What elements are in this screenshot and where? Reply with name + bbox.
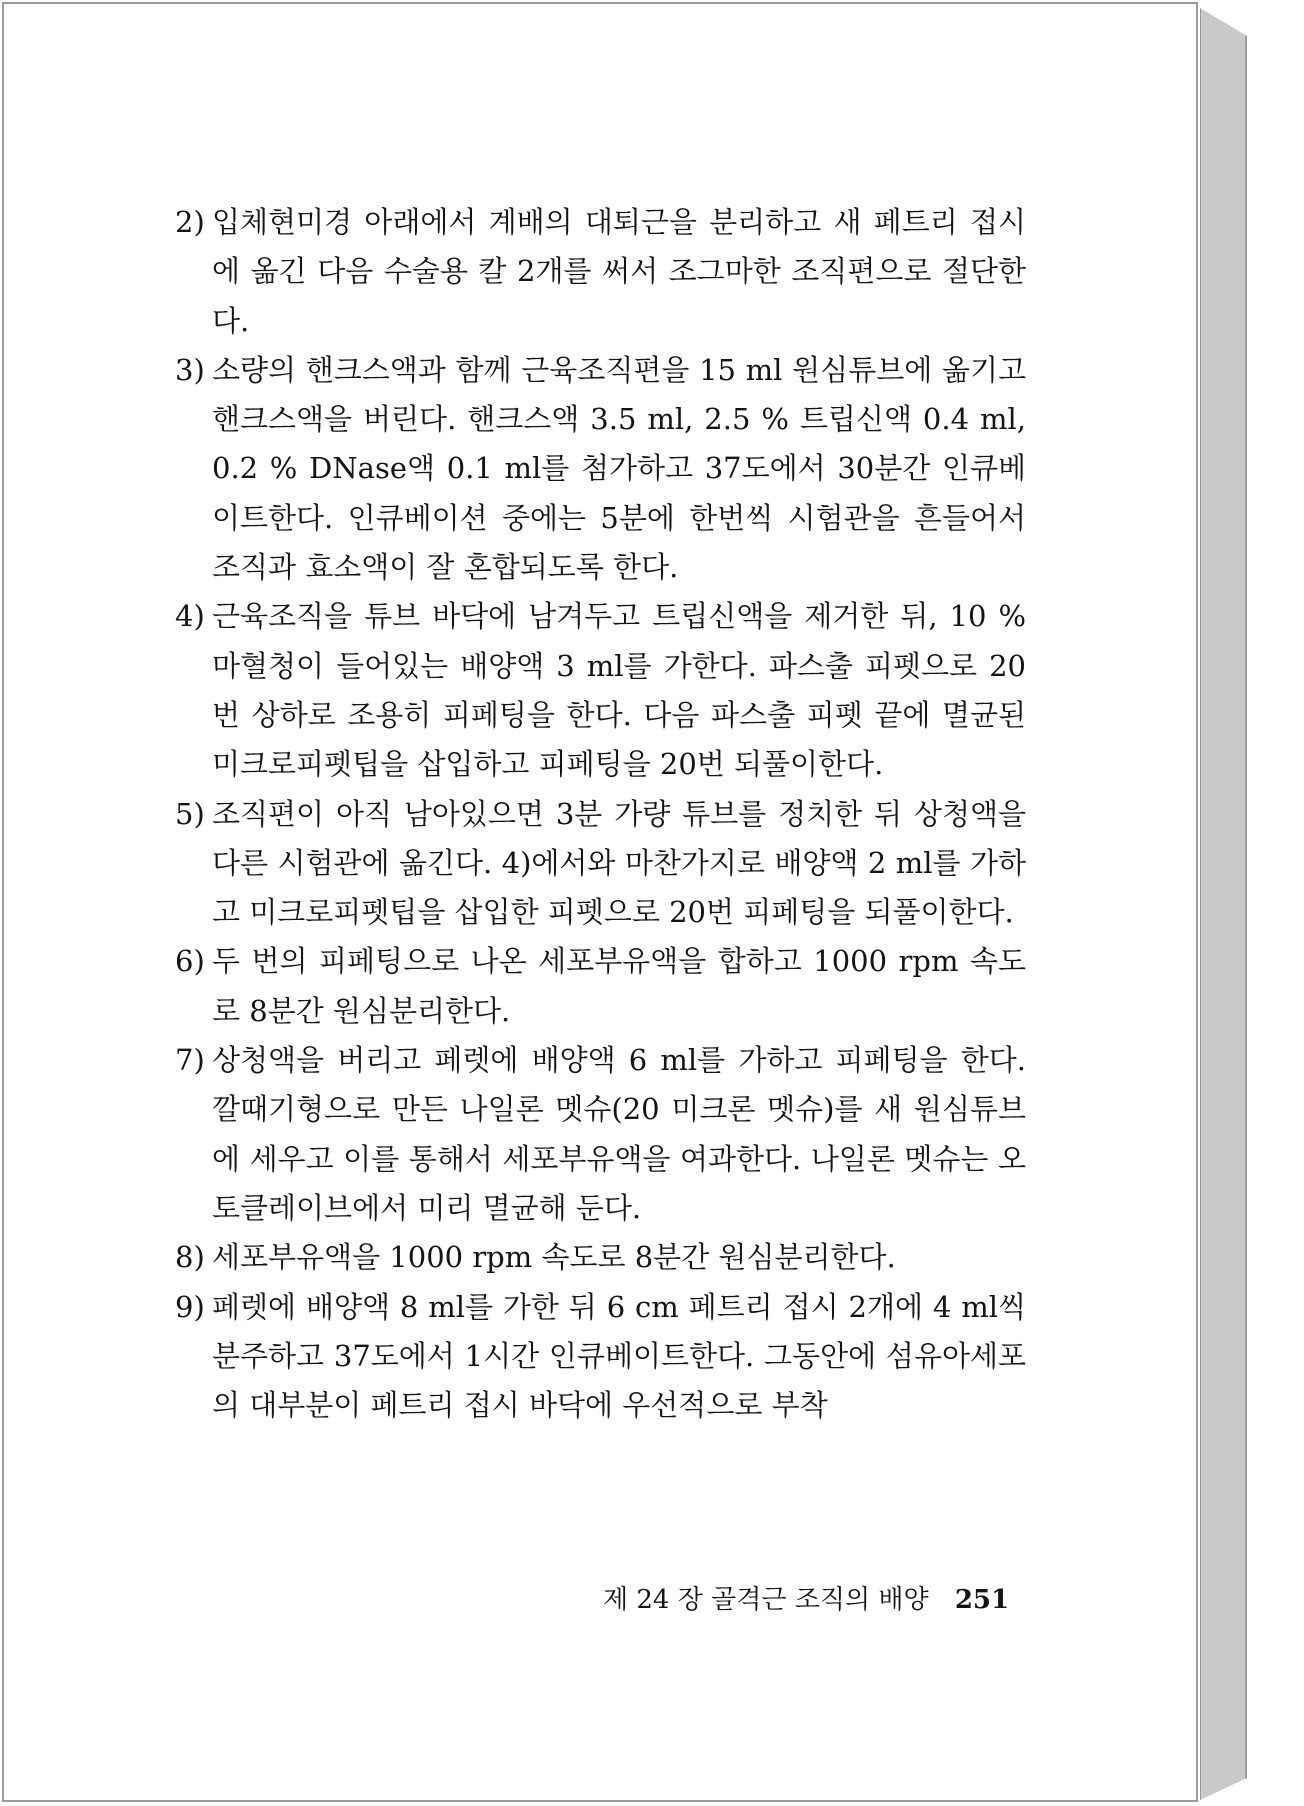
step-text: 근육조직을 튜브 바닥에 남겨두고 트립신액을 제거한 뒤, 10 % 마혈청이 들어있는 배양액 3 ml를 가한다. 파스출 피펫으로 20번 상하로 조용히 피페팅을 한다. 다음 파스출 피펫 끝에 멸균된 미크로피펫팁을 삽입하고 피페팅을 20번 되풀이한다.	[212, 599, 1026, 782]
protocol-step-8	[175, 1233, 1026, 1282]
chapter-title: 제 24 장 골격근 조직의 배양	[603, 1585, 929, 1615]
step-text: 소량의 핸크스액과 함께 근육조직편을 15 ml 원심튜브에 옮기고 핸크스액을 버린다. 핸크스액 3.5 ml, 2.5 % 트립신액 0.4 ml, 0.2 % DNase액 0.1 ml를 첨가하고 37도에서 30분간 인큐베이트한다. 인큐베이션 중에는 5분에 한번씩 시험관을 흔들어서 조직과 효소액이 잘 혼합되도록 한다.	[212, 352, 1026, 585]
step-text: 조직편이 아직 남아있으면 3분 가량 튜브를 정치한 뒤 상청액을 다른 시험관에 옮긴다. 4)에서와 마찬가지로 배양액 2 ml를 가하고 미크로피펫팁을 삽입한 피펫으로 20번 피페팅을 되풀이한다.	[212, 796, 1026, 930]
protocol-step-5	[175, 790, 1026, 938]
page-number: 251	[954, 1585, 1010, 1615]
protocol-step-2	[175, 198, 1026, 346]
protocol-step-3	[175, 346, 1026, 592]
step-text: 두 번의 피페팅으로 나온 세포부유액을 합하고 1000 rpm 속도로 8분간 원심분리한다.	[212, 944, 1026, 1028]
step-number: 6)	[175, 944, 205, 979]
step-number: 2)	[175, 205, 205, 239]
step-text: 세포부유액을 1000 rpm 속도로 8분간 원심분리한다.	[212, 1240, 896, 1275]
step-text: 입체현미경 아래에서 계배의 대퇴근을 분리하고 새 페트리 접시에 옮긴 다음 수술용 칼 2개를 써서 조그마한 조직편으로 절단한다.	[212, 205, 1026, 338]
step-text: 상청액을 버리고 페렛에 배양액 6 ml를 가하고 피페팅을 한다. 깔때기형으로 만든 나일론 멧슈(20 미크론 멧슈)를 새 원심튜브에 세우고 이를 통해서 세포부유액을 여과한다. 나일론 멧슈는 오토클레이브에서 미리 멸균해 둔다.	[212, 1043, 1026, 1225]
step-number: 8)	[175, 1240, 205, 1275]
step-number: 9)	[175, 1289, 205, 1324]
step-number: 3)	[175, 352, 205, 387]
step-number: 5)	[175, 796, 205, 831]
running-footer	[603, 1584, 1009, 1616]
step-number: 4)	[175, 599, 205, 634]
protocol-step-6	[175, 937, 1026, 1036]
protocol-steps	[175, 198, 1026, 1430]
protocol-step-4	[175, 592, 1026, 789]
step-number: 7)	[175, 1043, 205, 1078]
book-page-edge	[1200, 8, 1247, 1800]
protocol-step-9	[175, 1283, 1026, 1431]
step-text: 페렛에 배양액 8 ml를 가한 뒤 6 cm 페트리 접시 2개에 4 ml씩 분주하고 37도에서 1시간 인큐베이트한다. 그동안에 섬유아세포의 대부분이 페트리 접시 바닥에 우선적으로 부착	[212, 1289, 1026, 1423]
protocol-step-7	[175, 1036, 1026, 1233]
